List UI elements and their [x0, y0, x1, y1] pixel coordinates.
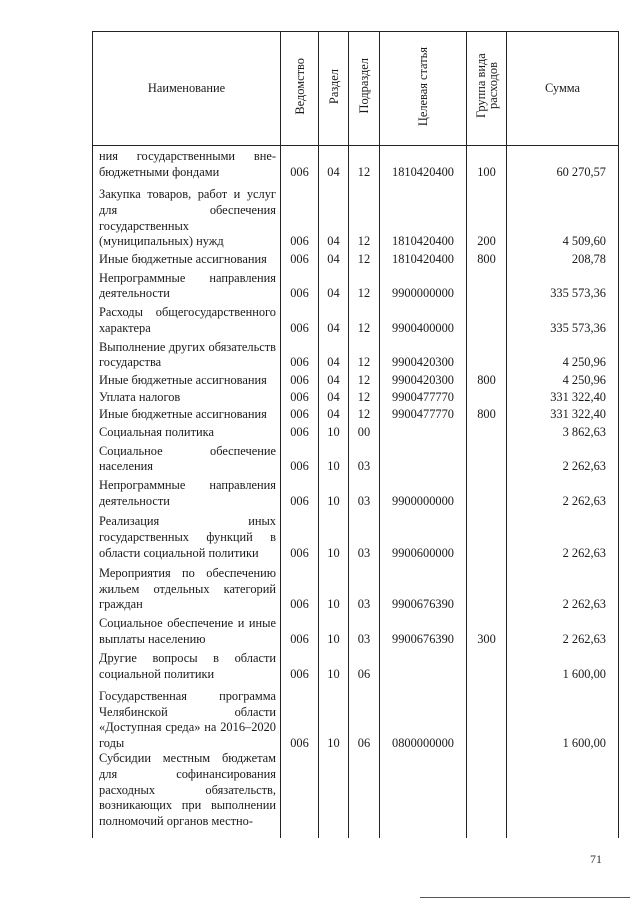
row-subsection: 12 [349, 267, 380, 302]
row-expense-group: 300 [467, 613, 507, 648]
row-amount: 2 262,63 [507, 475, 619, 510]
row-department: 006 [281, 509, 319, 561]
row-amount: 1 600,00 [507, 648, 619, 683]
table-row [93, 388, 619, 405]
table-row [93, 250, 619, 267]
row-section: 04 [319, 181, 349, 250]
row-section: 04 [319, 406, 349, 423]
row-department: 006 [281, 267, 319, 302]
row-target: 9900420300 [380, 371, 467, 388]
row-department: 006 [281, 302, 319, 337]
table-row [93, 751, 619, 838]
row-name: Реализация иных государственных функций в области социальной политики [93, 509, 281, 561]
row-section: 10 [319, 423, 349, 440]
header-department: Ведомство [281, 32, 319, 146]
row-department: 006 [281, 423, 319, 440]
row-target [380, 751, 467, 838]
row-section: 04 [319, 146, 349, 181]
row-expense-group: 100 [467, 146, 507, 181]
row-expense-group: 800 [467, 371, 507, 388]
row-target: 9900676390 [380, 613, 467, 648]
row-amount: 4 509,60 [507, 181, 619, 250]
table-row [93, 509, 619, 561]
row-section: 10 [319, 509, 349, 561]
row-name: Иные бюджетные ассигнования [93, 371, 281, 388]
row-expense-group: 800 [467, 250, 507, 267]
row-section: 10 [319, 475, 349, 510]
row-section: 10 [319, 440, 349, 475]
row-expense-group [467, 648, 507, 683]
row-subsection: 12 [349, 181, 380, 250]
table-row [93, 613, 619, 648]
row-name: Государственная программа Челябинской области «Доступная среда» на 2016–2020 годы [93, 682, 281, 751]
row-expense-group [467, 388, 507, 405]
row-name: ния государственными вне-бюджетными фондами [93, 146, 281, 181]
row-name: Выполнение других обязательств государства [93, 336, 281, 371]
row-amount: 2 262,63 [507, 561, 619, 613]
row-department: 006 [281, 388, 319, 405]
row-target: 9900477770 [380, 406, 467, 423]
row-amount: 60 270,57 [507, 146, 619, 181]
row-subsection: 03 [349, 509, 380, 561]
row-subsection: 12 [349, 406, 380, 423]
row-name: Непрограммные направления деятельности [93, 267, 281, 302]
row-section [319, 751, 349, 838]
row-name: Социальная политика [93, 423, 281, 440]
row-department: 006 [281, 682, 319, 751]
row-amount: 208,78 [507, 250, 619, 267]
row-name: Социальное обеспечение населения [93, 440, 281, 475]
table-row [93, 181, 619, 250]
row-expense-group [467, 751, 507, 838]
table-row [93, 423, 619, 440]
row-department: 006 [281, 406, 319, 423]
row-department: 006 [281, 440, 319, 475]
row-section: 04 [319, 250, 349, 267]
row-target [380, 648, 467, 683]
table-row [93, 302, 619, 337]
row-expense-group [467, 509, 507, 561]
table-row [93, 648, 619, 683]
row-amount: 331 322,40 [507, 388, 619, 405]
row-target: 9900676390 [380, 561, 467, 613]
row-amount: 1 600,00 [507, 682, 619, 751]
table-row [93, 682, 619, 751]
row-target [380, 440, 467, 475]
row-section: 10 [319, 613, 349, 648]
row-target: 9900600000 [380, 509, 467, 561]
row-department: 006 [281, 146, 319, 181]
row-department: 006 [281, 613, 319, 648]
page-number: 71 [590, 852, 602, 866]
header-amount: Сумма [507, 32, 619, 146]
row-department: 006 [281, 475, 319, 510]
row-name: Расходы общегосударственного характера [93, 302, 281, 337]
row-subsection: 12 [349, 336, 380, 371]
row-subsection: 00 [349, 423, 380, 440]
row-target: 9900000000 [380, 267, 467, 302]
row-amount: 4 250,96 [507, 371, 619, 388]
row-section: 10 [319, 682, 349, 751]
table-row [93, 371, 619, 388]
row-department [281, 751, 319, 838]
row-expense-group: 200 [467, 181, 507, 250]
row-section: 04 [319, 371, 349, 388]
row-amount: 331 322,40 [507, 406, 619, 423]
header-target: Целевая статья [380, 32, 467, 146]
row-name: Закупка товаров, работ и услуг для обеспечения государственных (муниципальных) нужд [93, 181, 281, 250]
table-row [93, 561, 619, 613]
row-expense-group [467, 336, 507, 371]
row-expense-group [467, 475, 507, 510]
row-target: 1810420400 [380, 250, 467, 267]
row-subsection: 12 [349, 250, 380, 267]
row-target: 1810420400 [380, 181, 467, 250]
row-target: 9900000000 [380, 475, 467, 510]
row-expense-group [467, 423, 507, 440]
row-amount: 335 573,36 [507, 302, 619, 337]
row-amount: 335 573,36 [507, 267, 619, 302]
budget-table [92, 31, 619, 838]
row-expense-group [467, 440, 507, 475]
row-subsection: 06 [349, 648, 380, 683]
row-name: Субсидии местным бюджетам для софинансирования расходных обязательств, возникающих при выполнении полномочий органов местно- [93, 751, 281, 838]
row-target: 9900420300 [380, 336, 467, 371]
table-row [93, 336, 619, 371]
row-subsection: 03 [349, 561, 380, 613]
row-expense-group [467, 267, 507, 302]
row-name: Мероприятия по обеспечению жильем отдельных категорий граждан [93, 561, 281, 613]
row-subsection: 03 [349, 613, 380, 648]
row-amount: 2 262,63 [507, 440, 619, 475]
header-subsection: Подраздел [349, 32, 380, 146]
row-expense-group: 800 [467, 406, 507, 423]
row-name: Уплата налогов [93, 388, 281, 405]
row-subsection: 12 [349, 388, 380, 405]
row-amount [507, 751, 619, 838]
row-target [380, 423, 467, 440]
row-amount: 2 262,63 [507, 509, 619, 561]
row-section: 04 [319, 302, 349, 337]
table-row [93, 440, 619, 475]
footer-rule [420, 897, 630, 898]
row-subsection: 06 [349, 682, 380, 751]
row-name: Непрограммные направления деятельности [93, 475, 281, 510]
header-section: Раздел [319, 32, 349, 146]
row-target: 9900400000 [380, 302, 467, 337]
row-name: Другие вопросы в области социальной политики [93, 648, 281, 683]
row-name: Иные бюджетные ассигнования [93, 250, 281, 267]
row-department: 006 [281, 250, 319, 267]
row-department: 006 [281, 648, 319, 683]
row-expense-group [467, 682, 507, 751]
row-name: Иные бюджетные ассигнования [93, 406, 281, 423]
row-expense-group [467, 302, 507, 337]
row-section: 10 [319, 648, 349, 683]
row-amount: 4 250,96 [507, 336, 619, 371]
row-subsection [349, 751, 380, 838]
row-department: 006 [281, 561, 319, 613]
row-section: 04 [319, 267, 349, 302]
header-expense-group: Группа вида расходов [467, 32, 507, 146]
row-section: 10 [319, 561, 349, 613]
row-amount: 2 262,63 [507, 613, 619, 648]
row-subsection: 03 [349, 475, 380, 510]
table-row [93, 406, 619, 423]
row-section: 04 [319, 336, 349, 371]
row-subsection: 03 [349, 440, 380, 475]
row-subsection: 12 [349, 302, 380, 337]
row-name: Социальное обеспечение и иные выплаты населению [93, 613, 281, 648]
table-row [93, 146, 619, 181]
row-department: 006 [281, 336, 319, 371]
table-row [93, 267, 619, 302]
row-target: 1810420400 [380, 146, 467, 181]
row-section: 04 [319, 388, 349, 405]
row-target: 9900477770 [380, 388, 467, 405]
table-row [93, 475, 619, 510]
header-name: Наименование [93, 32, 281, 146]
row-department: 006 [281, 371, 319, 388]
row-department: 006 [281, 181, 319, 250]
table-header-row [93, 32, 619, 146]
row-target: 0800000000 [380, 682, 467, 751]
row-amount: 3 862,63 [507, 423, 619, 440]
row-subsection: 12 [349, 371, 380, 388]
row-subsection: 12 [349, 146, 380, 181]
row-expense-group [467, 561, 507, 613]
